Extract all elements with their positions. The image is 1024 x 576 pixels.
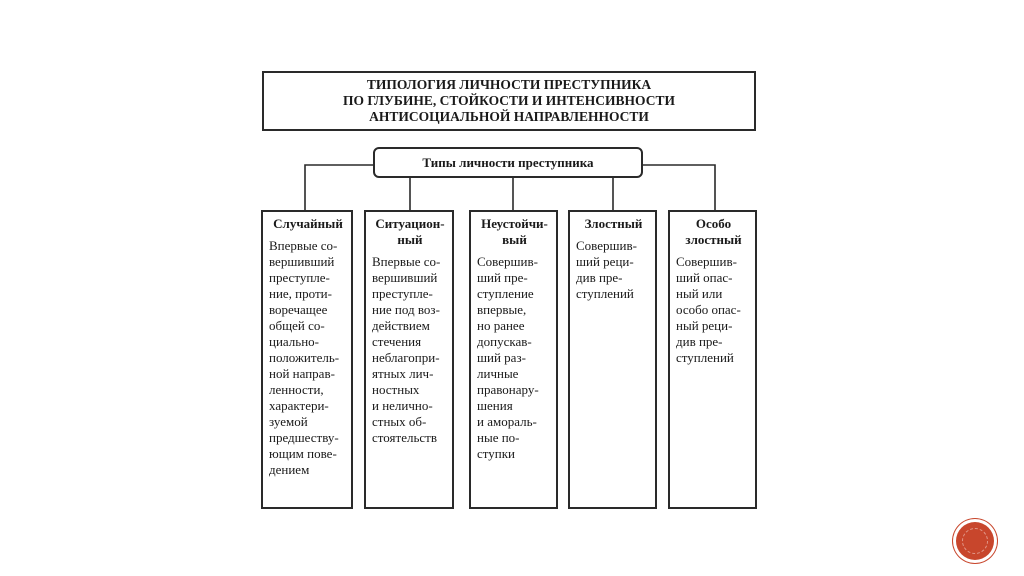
type-name: Злостный: [584, 216, 643, 231]
type-card-sluchainy: [261, 210, 353, 509]
type-card-zlostny: [568, 210, 657, 509]
type-name: Случайный: [273, 216, 343, 231]
type-description: Совершив- ший опас- ный или особо опас- ный реци- див пре- ступлений: [676, 254, 741, 365]
connector-left: [305, 165, 373, 210]
type-name: Ситуацион- ный: [375, 216, 445, 247]
type-card-osobo-zlostny: [668, 210, 757, 509]
decorative-circle-icon: [956, 522, 994, 560]
type-name: Особо злостный: [685, 216, 742, 247]
type-name: Неустойчи- вый: [481, 216, 548, 247]
type-description: Впервые со- вершивший преступле- ние под воз- действием стечения неблагопри- ятных лич- ностных и неличнo- стных об- стоятельств: [372, 254, 441, 445]
root-label: Типы личности преступника: [422, 154, 594, 170]
type-description: Совершив- ший пре- ступление впервые, но ранее допускав- ший раз- личные правонару- шения и амораль- ные по- ступки: [477, 254, 539, 461]
title-line: АНТИСОЦИАЛЬНОЙ НАПРАВЛЕННОСТИ: [369, 109, 649, 124]
type-description: Впервые со- вершивший преступле- ние, проти- воречащее общей со- циально- положитель- ной направ- ленности, характери- зуемой предшеству- ющим пове- дением: [269, 238, 340, 477]
type-card-neustoichivy: [469, 210, 558, 509]
type-card-situacionny: [364, 210, 454, 509]
type-description: Совершив- ший реци- див пре- ступлений: [576, 238, 637, 301]
root-node: [373, 147, 643, 178]
connector-right: [643, 165, 715, 210]
title-line: ТИПОЛОГИЯ ЛИЧНОСТИ ПРЕСТУПНИКА: [366, 77, 652, 92]
title-line: ПО ГЛУБИНЕ, СТОЙКОСТИ И ИНТЕНСИВНОСТИ: [343, 93, 675, 108]
